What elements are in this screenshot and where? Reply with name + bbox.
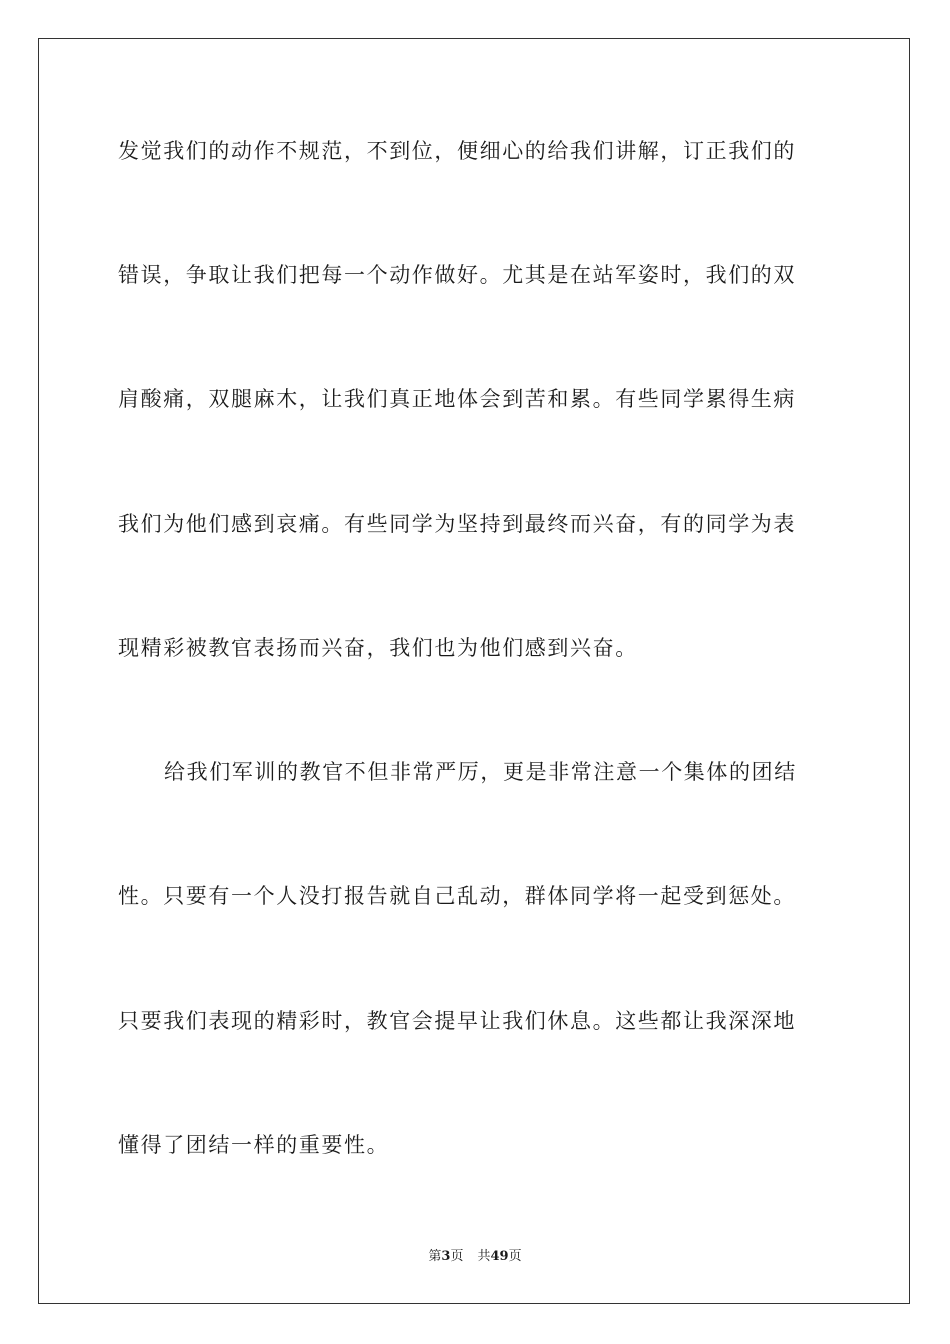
text-line-7: 性。只要有一个人没打报告就自己乱动，群体同学将一起受到惩处。 [118, 884, 796, 908]
text-line-1: 发觉我们的动作不规范，不到位，便细心的给我们讲解，订正我们的 [118, 139, 796, 163]
text-line-5: 现精彩被教官表扬而兴奋，我们也为他们感到兴奋。 [118, 636, 638, 660]
page-footer [0, 1248, 950, 1266]
total-pages: 49 [490, 1249, 509, 1264]
page-suffix: 页 [450, 1249, 464, 1264]
text-line-6: 给我们军训的教官不但非常严厉，更是非常注意一个集体的团结 [164, 760, 797, 784]
text-line-9: 懂得了团结一样的重要性。 [118, 1133, 390, 1157]
text-line-8: 只要我们表现的精彩时，教官会提早让我们休息。这些都让我深深地 [118, 1009, 796, 1033]
page-prefix: 第 [428, 1249, 442, 1264]
text-line-2: 错误，争取让我们把每一个动作做好。尤其是在站军姿时，我们的双 [118, 263, 796, 287]
page-border [38, 38, 910, 1304]
text-line-3: 肩酸痛，双腿麻木，让我们真正地体会到苦和累。有些同学累得生病 [118, 387, 796, 411]
total-suffix: 页 [508, 1249, 522, 1264]
total-prefix: 共 [477, 1249, 491, 1264]
text-line-4: 我们为他们感到哀痛。有些同学为坚持到最终而兴奋，有的同学为表 [118, 512, 796, 536]
page-number: 3 [441, 1249, 451, 1264]
